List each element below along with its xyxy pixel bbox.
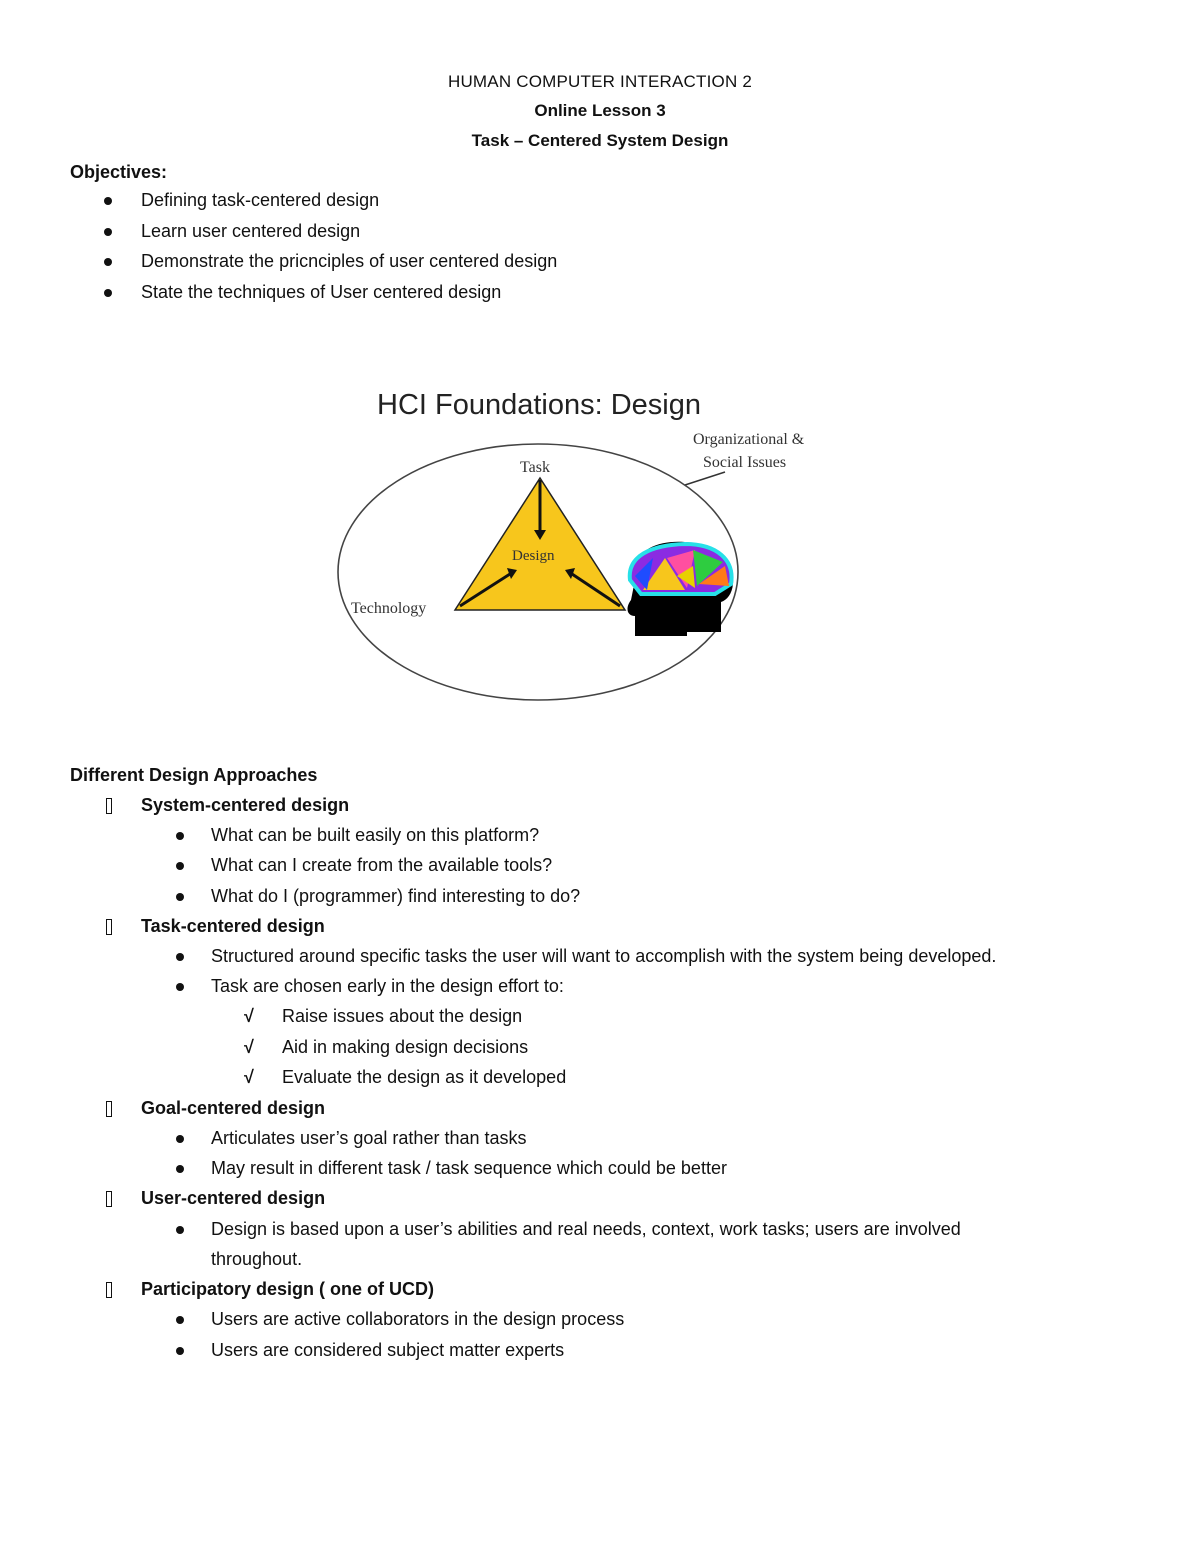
bullet-icon <box>104 258 112 266</box>
list-item: Design is based upon a user’s abilities and real needs, context, work tasks; users are involved <box>211 1219 961 1239</box>
hci-foundations-diagram <box>335 380 855 710</box>
check-icon: √ <box>244 1006 254 1026</box>
list-item: What can be built easily on this platform? <box>211 825 540 845</box>
list-item: Articulates user’s goal rather than tasks <box>211 1128 527 1148</box>
square-bullet-icon <box>106 919 112 935</box>
lesson-title: Online Lesson 3 <box>534 101 666 120</box>
organizational-label: Organizational & <box>693 431 805 448</box>
list-item-continuation: throughout. <box>211 1249 303 1269</box>
check-item: Aid in making design decisions <box>282 1037 529 1057</box>
bullet-icon <box>104 289 112 297</box>
bullet-icon <box>176 893 184 901</box>
social-issues-label: Social Issues <box>703 454 787 471</box>
objectives-heading: Objectives: <box>70 162 168 182</box>
system-centered-title: System-centered design <box>141 795 350 815</box>
list-item: Users are considered subject matter experts <box>211 1340 565 1360</box>
check-icon: √ <box>244 1037 254 1057</box>
list-item: May result in different task / task sequence which could be better <box>211 1158 727 1178</box>
technology-label: Technology <box>351 600 427 617</box>
user-centered-title: User-centered design <box>141 1188 326 1208</box>
check-item: Evaluate the design as it developed <box>282 1067 567 1087</box>
square-bullet-icon <box>106 1282 112 1298</box>
bullet-icon <box>176 1165 184 1173</box>
objective-item: Learn user centered design <box>141 221 361 241</box>
list-item: What do I (programmer) find interesting to do? <box>211 886 581 906</box>
label-pointer-line <box>685 472 725 485</box>
list-item: Task are chosen early in the design effort to: <box>211 976 564 996</box>
list-item: Structured around specific tasks the user will want to accomplish with the system being developed. <box>211 946 997 966</box>
bullet-icon <box>176 862 184 870</box>
participatory-design-title: Participatory design ( one of UCD) <box>141 1279 435 1299</box>
topic-title: Task – Centered System Design <box>471 131 729 150</box>
bullet-icon <box>176 832 184 840</box>
bullet-icon <box>176 953 184 961</box>
bullet-icon <box>176 983 184 991</box>
user-head-icon <box>628 542 734 636</box>
check-item: Raise issues about the design <box>282 1006 523 1026</box>
bullet-icon <box>104 197 112 205</box>
bullet-icon <box>176 1135 184 1143</box>
square-bullet-icon <box>106 1191 112 1207</box>
approaches-heading: Different Design Approaches <box>70 765 318 785</box>
bullet-icon <box>176 1226 184 1234</box>
diagram-title: HCI Foundations: Design <box>377 389 701 421</box>
bullet-icon <box>176 1316 184 1324</box>
check-icon: √ <box>244 1067 254 1087</box>
list-item: What can I create from the available tools? <box>211 855 553 875</box>
bullet-icon <box>104 228 112 236</box>
objective-item: Demonstrate the pricnciples of user centered design <box>141 251 558 271</box>
goal-centered-title: Goal-centered design <box>141 1098 326 1118</box>
task-label: Task <box>520 459 550 476</box>
design-label: Design <box>512 548 555 564</box>
bullet-icon <box>176 1347 184 1355</box>
objective-item: State the techniques of User centered design <box>141 282 502 302</box>
task-centered-title: Task-centered design <box>141 916 325 936</box>
objective-item: Defining task-centered design <box>141 190 380 210</box>
course-title: HUMAN COMPUTER INTERACTION 2 <box>447 72 753 91</box>
square-bullet-icon <box>106 798 112 814</box>
list-item: Users are active collaborators in the design process <box>211 1309 625 1329</box>
square-bullet-icon <box>106 1101 112 1117</box>
